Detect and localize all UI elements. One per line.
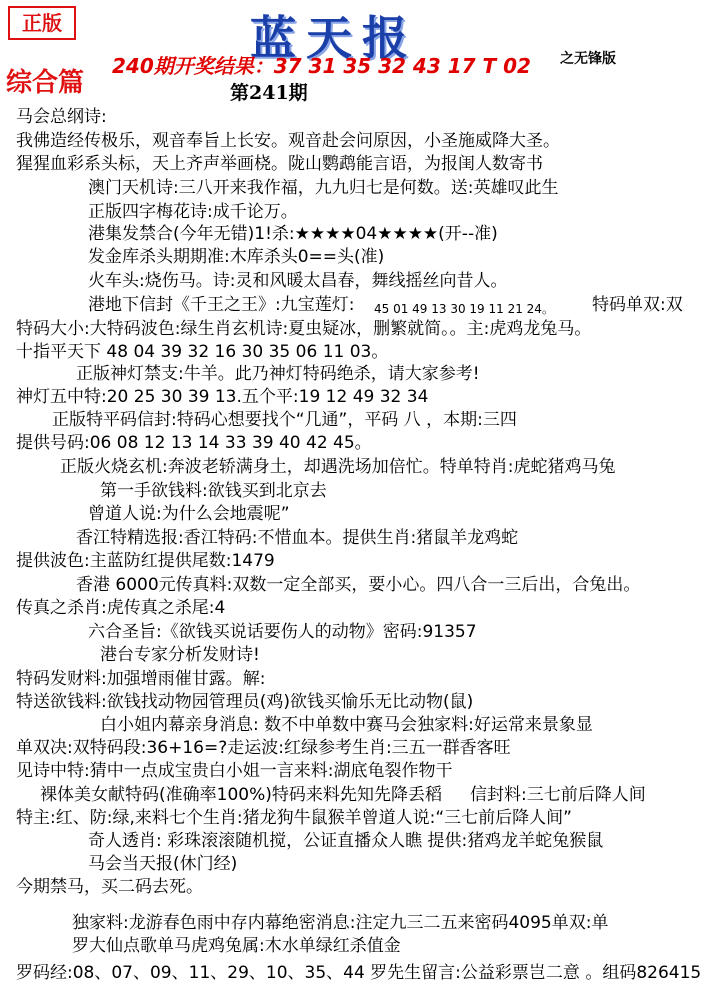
text-line: 提供波色:主蓝防红提供尾数:1479 — [16, 551, 275, 571]
text-line: 正版特平码信封:特码心想要找个“几通”，平码 八 ，本期:三四 — [52, 410, 517, 430]
text-line: 特主:红、防:绿,来料七个生肖:猪龙狗牛鼠猴羊曾道人说:“三七前后降人间” — [16, 808, 572, 828]
edition-stamp: 正版 — [8, 6, 76, 40]
text-line: 发金库杀头期期准:木库杀头0==头(准) — [88, 247, 385, 267]
edition-label: 之无锋版 — [560, 51, 616, 67]
text-line: 特码单双:双 — [592, 295, 683, 315]
text-line: 45 01 49 13 30 19 11 21 24。 — [374, 302, 554, 316]
text-line: 六合圣旨:《欲钱买说话要伤人的动物》密码:91357 — [88, 622, 477, 642]
text-line: 特码大小:大特码波色:绿生肖玄机诗:夏虫疑冰，删繁就简。。主:虎鸡龙兔马。 — [16, 319, 592, 339]
text-line: 白小姐内幕亲身消息: 数不中单数中赛马会独家料:好运常来景象显 — [100, 715, 593, 735]
text-line: 火车头:烧伤马。诗:灵和风暖太昌春，舞线摇丝向昔人。 — [88, 271, 508, 291]
text-line: 正版神灯禁支:牛羊。此乃神灯特码绝杀，请大家参考! — [76, 364, 480, 384]
text-line: 我佛造经传极乐，观音奉旨上长安。观音赴会问原因，小圣施威降大圣。 — [16, 131, 560, 151]
text-line: 正版四字梅花诗:成千论万。 — [88, 202, 298, 222]
text-line: 曾道人说:为什么会地震呢” — [88, 504, 290, 524]
text-line: 港地下信封《千王之王》:九宝莲灯: — [88, 295, 355, 315]
text-line: 特送欲钱料:欲钱找动物园管理员(鸡)欲钱买愉乐无比动物(鼠) — [16, 692, 474, 712]
text-line: 港台专家分析发财诗! — [100, 645, 260, 665]
text-line: 信封料:三七前后降人间 — [470, 785, 646, 805]
text-line: 见诗中特:猜中一点成宝贵白小姐一言来料:湖底龟裂作物干 — [16, 761, 453, 781]
text-line: 香江特精选报:香江特码:不惜血本。提供生肖:猪鼠羊龙鸡蛇 — [76, 528, 519, 548]
text-line: 提供号码:06 08 12 13 14 33 39 40 42 45。 — [16, 433, 372, 453]
text-line: 裸体美女献特码(准确率100%)特码来料: — [40, 785, 346, 805]
newspaper-title: 蓝天报 — [250, 11, 418, 65]
text-line: 猩猩血彩系头标，天上齐声举画桡。陇山鹦鹉能言语，为报闺人数寄书 — [16, 154, 543, 174]
text-line: 马会当天报(休门经) — [88, 854, 238, 874]
text-line: 特码发财料:加强增雨催甘露。解: — [16, 669, 266, 689]
text-line: 今期禁马，买二码去死。 — [16, 877, 203, 897]
text-line: 传真之杀肖:虎传真之杀尾:4 — [16, 598, 226, 618]
text-line: 第一手欲钱料:欲钱买到北京去 — [100, 481, 327, 501]
text-line: 先知先降丢稻 — [340, 785, 442, 805]
text-line: 独家料:龙游春色雨中存内幕绝密消息:注定九三二五来密码4095单双:单 — [72, 913, 609, 933]
text-line: 港集发禁合(今年无错)1!杀:★★★★04★★★★(开--准) — [88, 224, 498, 244]
section-title: 综合篇 — [6, 68, 85, 98]
text-line: 神灯五中特:20 25 30 39 13.五个平:19 12 49 32 34 — [16, 387, 429, 407]
text-line: 罗码经:08、07、09、11、29、10、35、44 罗先生留言:公益彩票岂二意 。组码826415 — [16, 963, 702, 983]
text-line: 香港 6000元传真料:双数一定全部买，要小心。四八合一三后出，合兔出。 — [76, 575, 641, 595]
text-line: 十指平天下 48 04 39 32 16 30 35 06 11 03。 — [16, 342, 389, 362]
text-line: 马会总纲诗: — [16, 107, 107, 127]
draw-results: 240期开奖结果：37 31 35 32 43 17 T 02 — [112, 54, 531, 78]
text-line: 罗大仙点歌单马虎鸡兔属:木水单绿红杀值金 — [72, 936, 401, 956]
text-line: 澳门天机诗:三八开来我作福，九九归七是何数。送:英雄叹此生 — [88, 178, 559, 198]
text-line: 单双决:双特码段:36+16=?走运波:红绿参考生肖:三五一群香客旺 — [16, 738, 511, 758]
issue-number: 第241期 — [230, 82, 308, 104]
text-line: 正版火烧玄机:奔波老轿满身土，却遇洗场加倍忙。特单特肖:虎蛇猪鸡马兔 — [60, 457, 616, 477]
text-line: 奇人透肖: 彩珠滚滚随机搅，公证直播众人瞧 提供:猪鸡龙羊蛇兔猴鼠 — [88, 831, 604, 851]
